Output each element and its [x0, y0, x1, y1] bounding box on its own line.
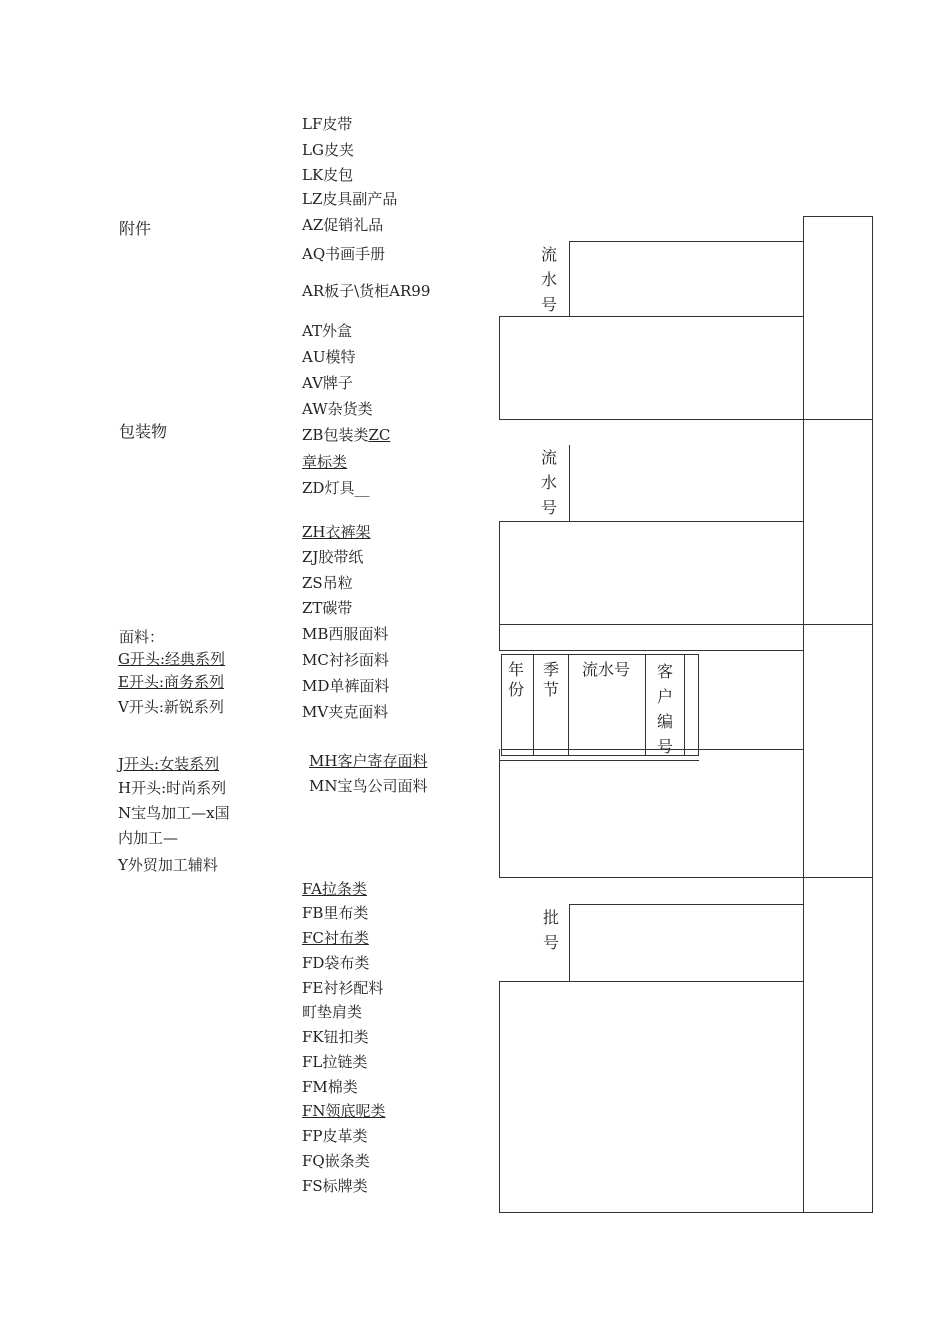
series-y: Y外贸加工辅料 — [118, 856, 218, 874]
category-baozhuangwu: 包装物 — [119, 422, 168, 441]
accessories-area-box — [499, 981, 804, 1213]
category-fujian: 附件 — [119, 219, 152, 238]
code-zb — [302, 428, 390, 443]
code-fm: FM棉类 — [302, 1078, 358, 1096]
code-mc: MC衬衫面料 — [302, 651, 389, 669]
batch-label: 批 号 — [543, 908, 560, 952]
code-zc-label: 章标类 — [302, 453, 348, 471]
code-fe: FE衬衫配料 — [302, 979, 384, 997]
category-mianliao: 面料： — [119, 628, 165, 646]
right-column-divider-1 — [803, 419, 873, 420]
code-zj: ZJ胶带纸 — [302, 548, 364, 566]
code-fa: FA拉条类 — [302, 880, 367, 898]
right-column-divider-2 — [803, 624, 873, 625]
batch-box — [569, 904, 804, 982]
code-av: AV牌子 — [302, 374, 353, 392]
code-aw: AW杂货类 — [302, 400, 373, 418]
year-label: 年 份 — [508, 660, 525, 699]
code-au: AU模特 — [302, 348, 356, 366]
fabric-col-1 — [533, 654, 534, 756]
right-column-bottom — [803, 1212, 873, 1213]
series-h: H开头:时尚系列 — [118, 779, 227, 797]
fabric-table-rule-1 — [501, 749, 803, 750]
fabric-col-2 — [568, 654, 569, 756]
fabric-area-bottom — [499, 877, 804, 878]
code-lk: LK皮包 — [302, 166, 354, 184]
code-zd: ZD灯具__ — [302, 479, 370, 497]
code-lg: LG皮夹 — [302, 141, 354, 159]
code-zb-text: ZB包装类 — [302, 426, 369, 444]
code-aq: AQ书画手册 — [302, 245, 386, 263]
right-column-top — [803, 216, 873, 217]
serial-label-2: 流 水 号 — [541, 448, 558, 517]
code-mn: MN宝鸟公司面料 — [309, 777, 428, 795]
code-mv: MV夹克面料 — [302, 703, 389, 721]
code-lf: LF皮带 — [302, 115, 353, 133]
fabric-area-left — [499, 749, 500, 878]
code-az: AZ促销礼品 — [302, 216, 384, 234]
code-at: AT外盒 — [302, 322, 353, 340]
code-fb: FB里布类 — [302, 904, 369, 922]
code-fn: FN领底呢类 — [302, 1102, 386, 1120]
serial-box-2-left — [569, 445, 570, 522]
series-g: G开头:经典系列 — [118, 650, 226, 668]
fabric-col-3 — [645, 654, 646, 756]
code-md: MD单裤面料 — [302, 677, 390, 695]
customer-label: 客 户 编 号 — [657, 662, 674, 756]
code-zc-prefix: ZC — [368, 426, 391, 444]
series-v: V开头:新锐系列 — [118, 698, 224, 716]
code-fl: FL拉链类 — [302, 1053, 368, 1071]
fabric-header-top — [499, 650, 804, 651]
package-area-box — [499, 521, 804, 625]
fabric-table-rule-2 — [499, 760, 699, 761]
code-fk: FK钮扣类 — [302, 1028, 369, 1046]
code-ar: AR板子\货柜AR99 — [302, 282, 431, 300]
code-zt: ZT碳带 — [302, 599, 353, 617]
fabric-header-left — [499, 624, 500, 650]
code-lz: LZ皮具副产品 — [302, 190, 398, 208]
serial-label-3: 流水号 — [582, 660, 631, 679]
code-zs: ZS吊粒 — [302, 574, 353, 592]
series-n-line2: 内加工— — [118, 829, 179, 847]
right-column-divider-3 — [803, 877, 873, 878]
code-fp: FP皮革类 — [302, 1127, 368, 1145]
code-fq: FQ嵌条类 — [302, 1152, 370, 1170]
code-fs: FS标牌类 — [302, 1177, 368, 1195]
season-label: 季 节 — [543, 660, 560, 699]
series-e: E开头:商务系列 — [118, 673, 225, 691]
code-fd: FD袋布类 — [302, 954, 370, 972]
series-j: J开头:女装系列 — [118, 755, 220, 773]
serial-box-1 — [569, 241, 804, 317]
right-column-right-border — [872, 216, 873, 1213]
code-mh: MH客户寄存面料 — [309, 752, 428, 770]
code-ft: 町垫肩类 — [302, 1003, 363, 1021]
code-fc: FC衬布类 — [302, 929, 369, 947]
code-mb: MB西服面料 — [302, 625, 389, 643]
serial-label-1: 流 水 号 — [541, 245, 558, 314]
fabric-col-4 — [684, 654, 685, 756]
series-n-line1: N宝鸟加工—x国 — [118, 804, 230, 822]
attachment-area-box — [499, 316, 804, 420]
code-zh: ZH衣裤架 — [302, 523, 371, 541]
